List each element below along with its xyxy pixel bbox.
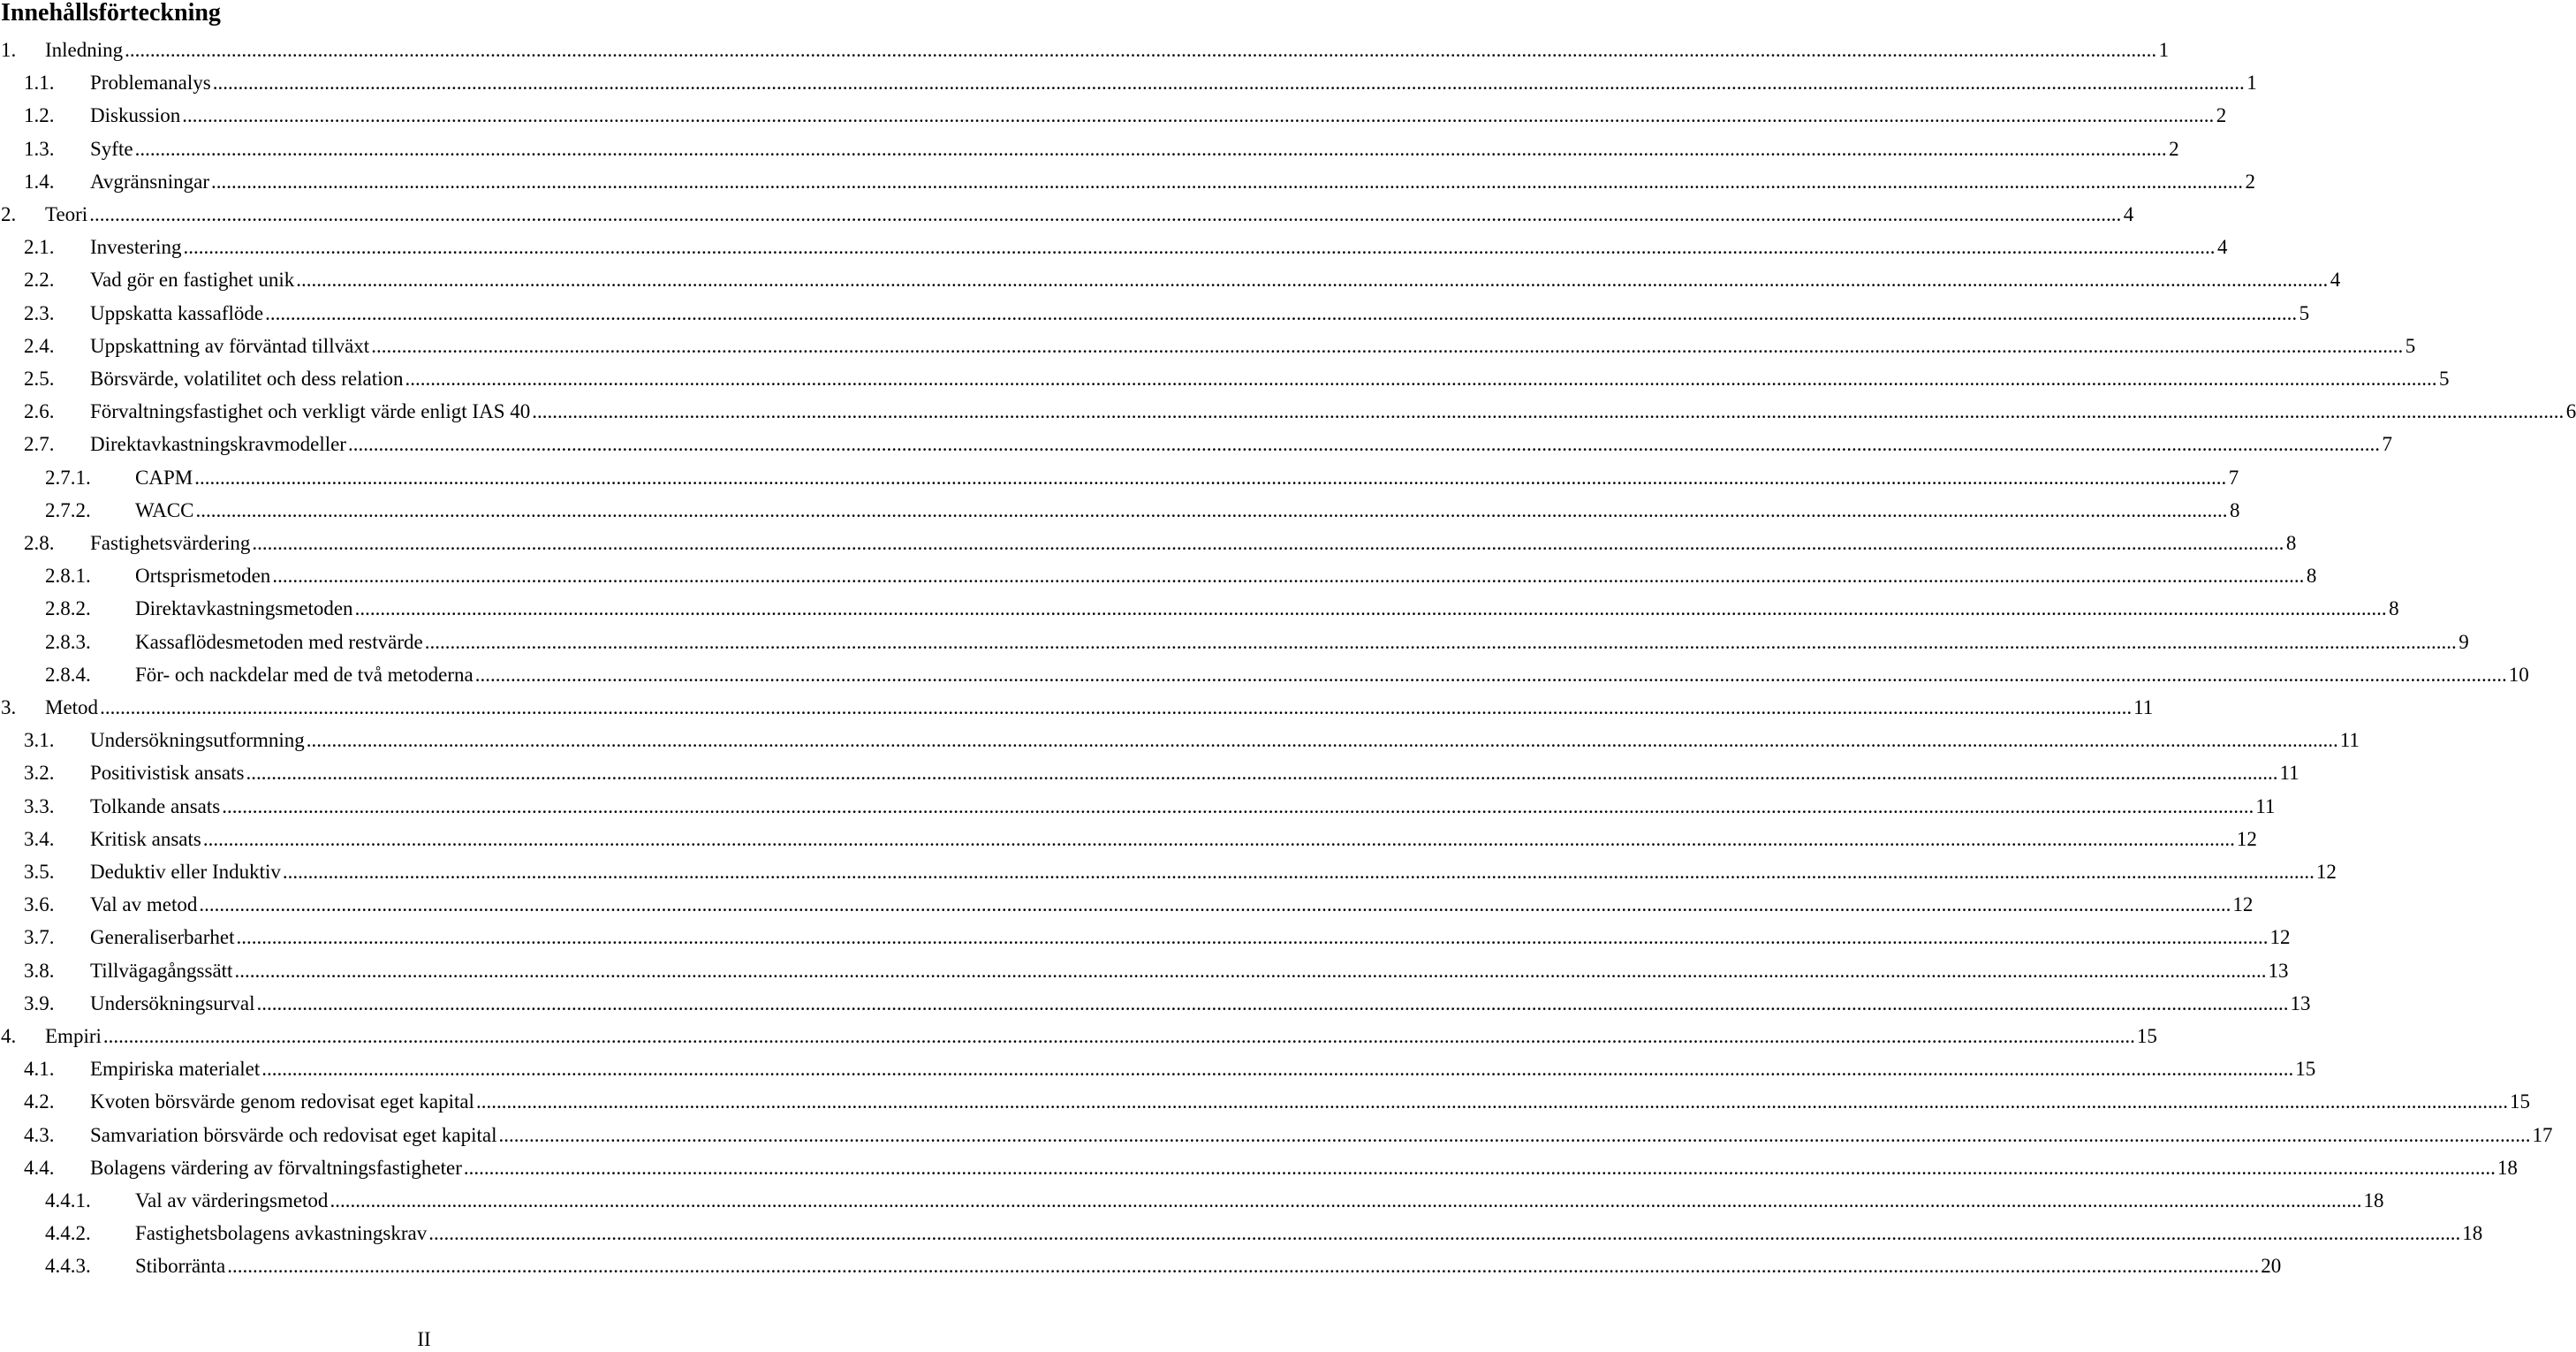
toc-entry-number: 2.5. — [24, 368, 55, 390]
toc-entry-label: Uppskattning av förväntad tillväxt — [90, 333, 369, 360]
toc-entry-label: Diskussion — [90, 103, 180, 129]
toc-dot-leader: ................................................................................................................................................................................................................................................................................................................................................................................................................ — [252, 532, 2284, 554]
toc-entry[interactable] — [0, 892, 2254, 918]
toc-entry-label: CAPM — [135, 465, 193, 491]
toc-dot-leader: ................................................................................................................................................................................................................................................................................................................................................................................................................ — [347, 433, 2380, 456]
toc-entry-page: 5 — [2299, 301, 2310, 324]
toc-entry-label: Positivistisk ansats — [90, 760, 244, 786]
toc-entry[interactable] — [0, 991, 2311, 1017]
toc-entry[interactable] — [0, 1253, 2282, 1280]
toc-entry-page: 13 — [2290, 991, 2311, 1014]
toc-dot-leader: ................................................................................................................................................................................................................................................................................................................................................................................................................ — [261, 1058, 2294, 1081]
toc-entry-label: Empiriska materialet — [90, 1056, 260, 1082]
toc-entry-page: 12 — [2315, 861, 2337, 883]
toc-entry-number: 1. — [1, 39, 17, 61]
toc-entry[interactable] — [0, 1188, 2384, 1214]
toc-entry-page: 12 — [2232, 893, 2254, 916]
toc-entry-label: Syfte — [90, 136, 133, 163]
toc-dot-leader: ................................................................................................................................................................................................................................................................................................................................................................................................................ — [354, 597, 2387, 620]
toc-entry-page: 7 — [2228, 466, 2239, 489]
toc-entry-number: 2.7.1. — [45, 466, 91, 489]
toc-dot-leader: ................................................................................................................................................................................................................................................................................................................................................................................................................ — [282, 861, 2315, 883]
toc-entry[interactable] — [0, 794, 2276, 820]
toc-dot-leader: ................................................................................................................................................................................................................................................................................................................................................................................................................ — [256, 991, 2289, 1014]
toc-entry-number: 4.3. — [24, 1123, 55, 1146]
toc-entry-page: 15 — [2295, 1058, 2316, 1081]
toc-entry-number: 1.3. — [24, 137, 55, 160]
toc-entry-number: 2.8. — [24, 532, 55, 554]
toc-entry-page: 12 — [2236, 827, 2257, 850]
toc-entry-label: Fastighetsbolagens avkastningskrav — [135, 1220, 427, 1247]
toc-entry-page: 18 — [2462, 1222, 2483, 1245]
toc-entry[interactable] — [0, 169, 2255, 195]
page-number: II — [417, 1328, 431, 1350]
toc-dot-leader: ................................................................................................................................................................................................................................................................................................................................................................................................................ — [212, 72, 2245, 95]
toc-dot-leader: ................................................................................................................................................................................................................................................................................................................................................................................................................ — [405, 368, 2437, 390]
toc-entry-number: 4.4.1. — [45, 1189, 91, 1211]
toc-entry[interactable] — [0, 1056, 2316, 1082]
toc-dot-leader: ................................................................................................................................................................................................................................................................................................................................................................................................................ — [330, 1189, 2362, 1211]
toc-entry-number: 2.8.1. — [45, 565, 91, 588]
toc-entry-number: 3.6. — [24, 893, 55, 916]
toc-entry[interactable] — [0, 924, 2291, 951]
toc-entry-label: Avgränsningar — [90, 169, 209, 195]
toc-dot-leader: ................................................................................................................................................................................................................................................................................................................................................................................................................ — [210, 170, 2243, 193]
toc-entry-number: 1.4. — [24, 170, 55, 193]
toc-entry-page: 11 — [2339, 729, 2360, 752]
toc-entry[interactable] — [0, 727, 2360, 754]
toc-entry-label: Val av metod — [90, 892, 197, 918]
toc-entry-page: 2 — [2216, 104, 2227, 127]
toc-entry-number: 2.2. — [24, 269, 55, 292]
toc-entry[interactable] — [0, 662, 2529, 688]
toc-entry-number: 3.8. — [24, 959, 55, 982]
toc-dot-leader: ................................................................................................................................................................................................................................................................................................................................................................................................................ — [371, 334, 2404, 357]
toc-entry-label: Samvariation börsvärde och redovisat eget kapital — [90, 1122, 496, 1149]
toc-entry[interactable] — [0, 563, 2317, 589]
toc-entry[interactable] — [0, 37, 2170, 64]
toc-entry-label: Kritisk ansats — [90, 826, 201, 853]
toc-entry-page: 11 — [2255, 794, 2276, 817]
toc-dot-leader: ................................................................................................................................................................................................................................................................................................................................................................................................................ — [234, 959, 2267, 982]
toc-entry-number: 2.8.3. — [45, 630, 91, 653]
toc-entry-label: Fastighetsvärdering — [90, 530, 250, 557]
toc-entry-number: 3.2. — [24, 762, 55, 785]
toc-entry-label: Teori — [45, 201, 87, 228]
toc-entry[interactable] — [0, 201, 2134, 228]
toc-entry[interactable] — [0, 1089, 2530, 1115]
toc-entry-label: För- och nackdelar med de två metoderna — [135, 662, 474, 688]
toc-entry-page: 5 — [2439, 368, 2450, 390]
toc-entry-page: 4 — [2330, 269, 2341, 292]
toc-entry-number: 3.7. — [24, 926, 55, 949]
toc-entry-label: Vad gör en fastighet unik — [90, 267, 294, 293]
toc-entry[interactable] — [0, 333, 2416, 360]
toc-entry-number: 3.3. — [24, 794, 55, 817]
toc-dot-leader: ................................................................................................................................................................................................................................................................................................................................................................................................................ — [202, 827, 2235, 850]
toc-entry[interactable] — [0, 465, 2239, 491]
toc-entry-page: 8 — [2389, 597, 2399, 620]
toc-entry-number: 2.7.2. — [45, 498, 91, 521]
toc-dot-leader: ................................................................................................................................................................................................................................................................................................................................................................................................................ — [424, 630, 2457, 653]
toc-dot-leader: ................................................................................................................................................................................................................................................................................................................................................................................................................ — [125, 39, 2157, 61]
toc-entry-label: Direktavkastningsmetoden — [135, 596, 353, 622]
toc-entry[interactable] — [0, 1122, 2553, 1149]
toc-dot-leader: ................................................................................................................................................................................................................................................................................................................................................................................................................ — [89, 203, 2122, 225]
toc-entry-number: 4.1. — [24, 1058, 55, 1081]
toc-entry-page: 7 — [2382, 433, 2392, 456]
toc-dot-leader: ................................................................................................................................................................................................................................................................................................................................................................................................................ — [102, 1025, 2135, 1047]
toc-entry-label: Inledning — [45, 37, 123, 64]
toc-dot-leader: ................................................................................................................................................................................................................................................................................................................................................................................................................ — [428, 1222, 2461, 1245]
toc-entry-number: 2. — [1, 203, 17, 225]
toc-entry-page: 9 — [2459, 630, 2469, 653]
toc-entry-page: 11 — [2279, 762, 2299, 785]
toc-dot-leader: ................................................................................................................................................................................................................................................................................................................................................................................................................ — [222, 794, 2254, 817]
toc-entry[interactable] — [0, 103, 2227, 129]
toc-entry[interactable] — [0, 1023, 2157, 1050]
toc-entry[interactable] — [0, 530, 2297, 557]
toc-entry-label: Undersökningsurval — [90, 991, 255, 1017]
toc-entry[interactable] — [0, 1220, 2483, 1247]
toc-entry[interactable] — [0, 760, 2299, 786]
toc-entry-label: WACC — [135, 498, 193, 524]
toc-entry-label: Bolagens värdering av förvaltningsfastigheter — [90, 1155, 462, 1181]
toc-entry-page: 15 — [2509, 1090, 2530, 1113]
toc-entry-number: 3.4. — [24, 827, 55, 850]
toc-entry-number: 3.5. — [24, 861, 55, 883]
toc-entry-number: 2.6. — [24, 400, 55, 423]
toc-entry-label: Metod — [45, 695, 98, 721]
toc-entry[interactable] — [0, 136, 2179, 163]
toc-entry-label: Deduktiv eller Induktiv — [90, 859, 281, 885]
toc-dot-leader: ................................................................................................................................................................................................................................................................................................................................................................................................................ — [272, 565, 2305, 588]
toc-entry-page: 5 — [2405, 334, 2416, 357]
toc-entry-page: 4 — [2216, 236, 2228, 259]
toc-entry-label: Generaliserbarhet — [90, 924, 234, 951]
toc-entry-label: Tolkande ansats — [90, 794, 220, 820]
toc-entry-page: 2 — [2169, 137, 2179, 160]
toc-entry[interactable] — [0, 399, 2576, 425]
toc-dot-leader: ................................................................................................................................................................................................................................................................................................................................................................................................................ — [532, 400, 2565, 423]
toc-entry-label: Tillvägagångssätt — [90, 958, 232, 984]
toc-entry-page: 12 — [2269, 926, 2291, 949]
page-title: Innehållsförteckning — [1, 0, 221, 27]
toc-dot-leader: ................................................................................................................................................................................................................................................................................................................................................................................................................ — [296, 269, 2329, 292]
toc-entry-label: Kassaflödesmetoden med restvärde — [135, 629, 423, 656]
toc-dot-leader: ................................................................................................................................................................................................................................................................................................................................................................................................................ — [463, 1156, 2496, 1179]
toc-entry-number: 2.8.2. — [45, 597, 91, 620]
toc-entry-number: 2.8.4. — [45, 663, 91, 686]
toc-dot-leader: ................................................................................................................................................................................................................................................................................................................................................................................................................ — [183, 236, 2216, 259]
toc-entry-number: 4.2. — [24, 1090, 55, 1113]
toc-entry[interactable] — [0, 498, 2240, 524]
toc-entry-number: 2.7. — [24, 433, 55, 456]
toc-entry[interactable] — [0, 234, 2228, 261]
toc-entry[interactable] — [0, 366, 2450, 392]
toc-dot-leader: ................................................................................................................................................................................................................................................................................................................................................................................................................ — [246, 762, 2278, 785]
toc-dot-leader: ................................................................................................................................................................................................................................................................................................................................................................................................................ — [182, 104, 2215, 127]
toc-entry[interactable] — [0, 70, 2257, 96]
toc-entry-page: 8 — [2229, 498, 2240, 521]
toc-entry-label: Undersökningsutformning — [90, 727, 305, 754]
toc-entry[interactable] — [0, 300, 2310, 327]
toc-entry-label: Empiri — [45, 1023, 102, 1050]
toc-dot-leader: ................................................................................................................................................................................................................................................................................................................................................................................................................ — [265, 301, 2298, 324]
toc-dot-leader: ................................................................................................................................................................................................................................................................................................................................................................................................................ — [199, 893, 2231, 916]
toc-entry-number: 4.4.3. — [45, 1255, 91, 1278]
toc-entry[interactable] — [0, 1155, 2518, 1181]
toc-entry-label: Förvaltningsfastighet och verkligt värde enligt IAS 40 — [90, 399, 530, 425]
toc-entry-label: Kvoten börsvärde genom redovisat eget kapital — [90, 1089, 474, 1115]
toc-entry[interactable] — [0, 859, 2337, 885]
toc-entry-page: 18 — [2363, 1189, 2384, 1211]
toc-entry-page: 4 — [2123, 203, 2134, 225]
toc-entry[interactable] — [0, 267, 2341, 293]
toc-entry-label: Stiborränta — [135, 1253, 225, 1280]
toc-entry-page: 8 — [2306, 565, 2317, 588]
toc-entry-page: 11 — [2133, 696, 2154, 718]
toc-entry[interactable] — [0, 431, 2392, 458]
toc-dot-leader: ................................................................................................................................................................................................................................................................................................................................................................................................................ — [194, 466, 2227, 489]
toc-entry-page: 1 — [2246, 72, 2257, 95]
toc-entry-number: 1.2. — [24, 104, 55, 127]
toc-entry-number: 3.9. — [24, 991, 55, 1014]
toc-dot-leader: ................................................................................................................................................................................................................................................................................................................................................................................................................ — [236, 926, 2269, 949]
toc-dot-leader: ................................................................................................................................................................................................................................................................................................................................................................................................................ — [306, 729, 2338, 752]
toc-entry-page: 6 — [2565, 400, 2576, 423]
toc-dot-leader: ................................................................................................................................................................................................................................................................................................................................................................................................................ — [100, 696, 2133, 718]
toc-entry-label: Investering — [90, 234, 181, 261]
toc-entry[interactable] — [0, 596, 2399, 622]
toc-entry-number: 3. — [1, 696, 17, 718]
toc-entry-page: 15 — [2136, 1025, 2157, 1047]
toc-entry-label: Direktavkastningskravmodeller — [90, 431, 346, 458]
toc-dot-leader: ................................................................................................................................................................................................................................................................................................................................................................................................................ — [498, 1123, 2531, 1146]
toc-entry-number: 4.4.2. — [45, 1222, 91, 1245]
toc-entry-page: 13 — [2268, 959, 2289, 982]
toc-dot-leader: ................................................................................................................................................................................................................................................................................................................................................................................................................ — [227, 1255, 2260, 1278]
toc-entry-page: 1 — [2158, 39, 2170, 61]
toc-dot-leader: ................................................................................................................................................................................................................................................................................................................................................................................................................ — [474, 663, 2507, 686]
toc-entry-page: 10 — [2508, 663, 2529, 686]
toc-entry-label: Val av värderingsmetod — [135, 1188, 328, 1214]
toc-entry-number: 1.1. — [24, 72, 55, 95]
toc-entry-page: 8 — [2285, 532, 2297, 554]
toc-entry-page: 18 — [2496, 1156, 2518, 1179]
toc-entry-page: 17 — [2532, 1123, 2553, 1146]
toc-entry-number: 4. — [1, 1025, 17, 1047]
toc-entry-number: 2.3. — [24, 301, 55, 324]
toc-entry[interactable] — [0, 826, 2257, 853]
toc-entry[interactable] — [0, 958, 2289, 984]
toc-entry-number: 4.4. — [24, 1156, 55, 1179]
toc-entry-page: 20 — [2261, 1255, 2282, 1278]
toc-entry-number: 2.4. — [24, 334, 55, 357]
toc-entry-label: Problemanalys — [90, 70, 211, 96]
toc-entry[interactable] — [0, 695, 2154, 721]
toc-dot-leader: ................................................................................................................................................................................................................................................................................................................................................................................................................ — [195, 498, 2228, 521]
toc-entry-number: 2.1. — [24, 236, 55, 259]
toc-entry-page: 2 — [2245, 170, 2255, 193]
toc-dot-leader: ................................................................................................................................................................................................................................................................................................................................................................................................................ — [134, 137, 2167, 160]
toc-dot-leader: ................................................................................................................................................................................................................................................................................................................................................................................................................ — [475, 1090, 2508, 1113]
toc-entry-label: Ortsprismetoden — [135, 563, 270, 589]
toc-entry[interactable] — [0, 629, 2469, 656]
toc-entry-label: Börsvärde, volatilitet och dess relation — [90, 366, 404, 392]
toc-entry-number: 3.1. — [24, 729, 55, 752]
toc-entry-label: Uppskatta kassaflöde — [90, 300, 263, 327]
